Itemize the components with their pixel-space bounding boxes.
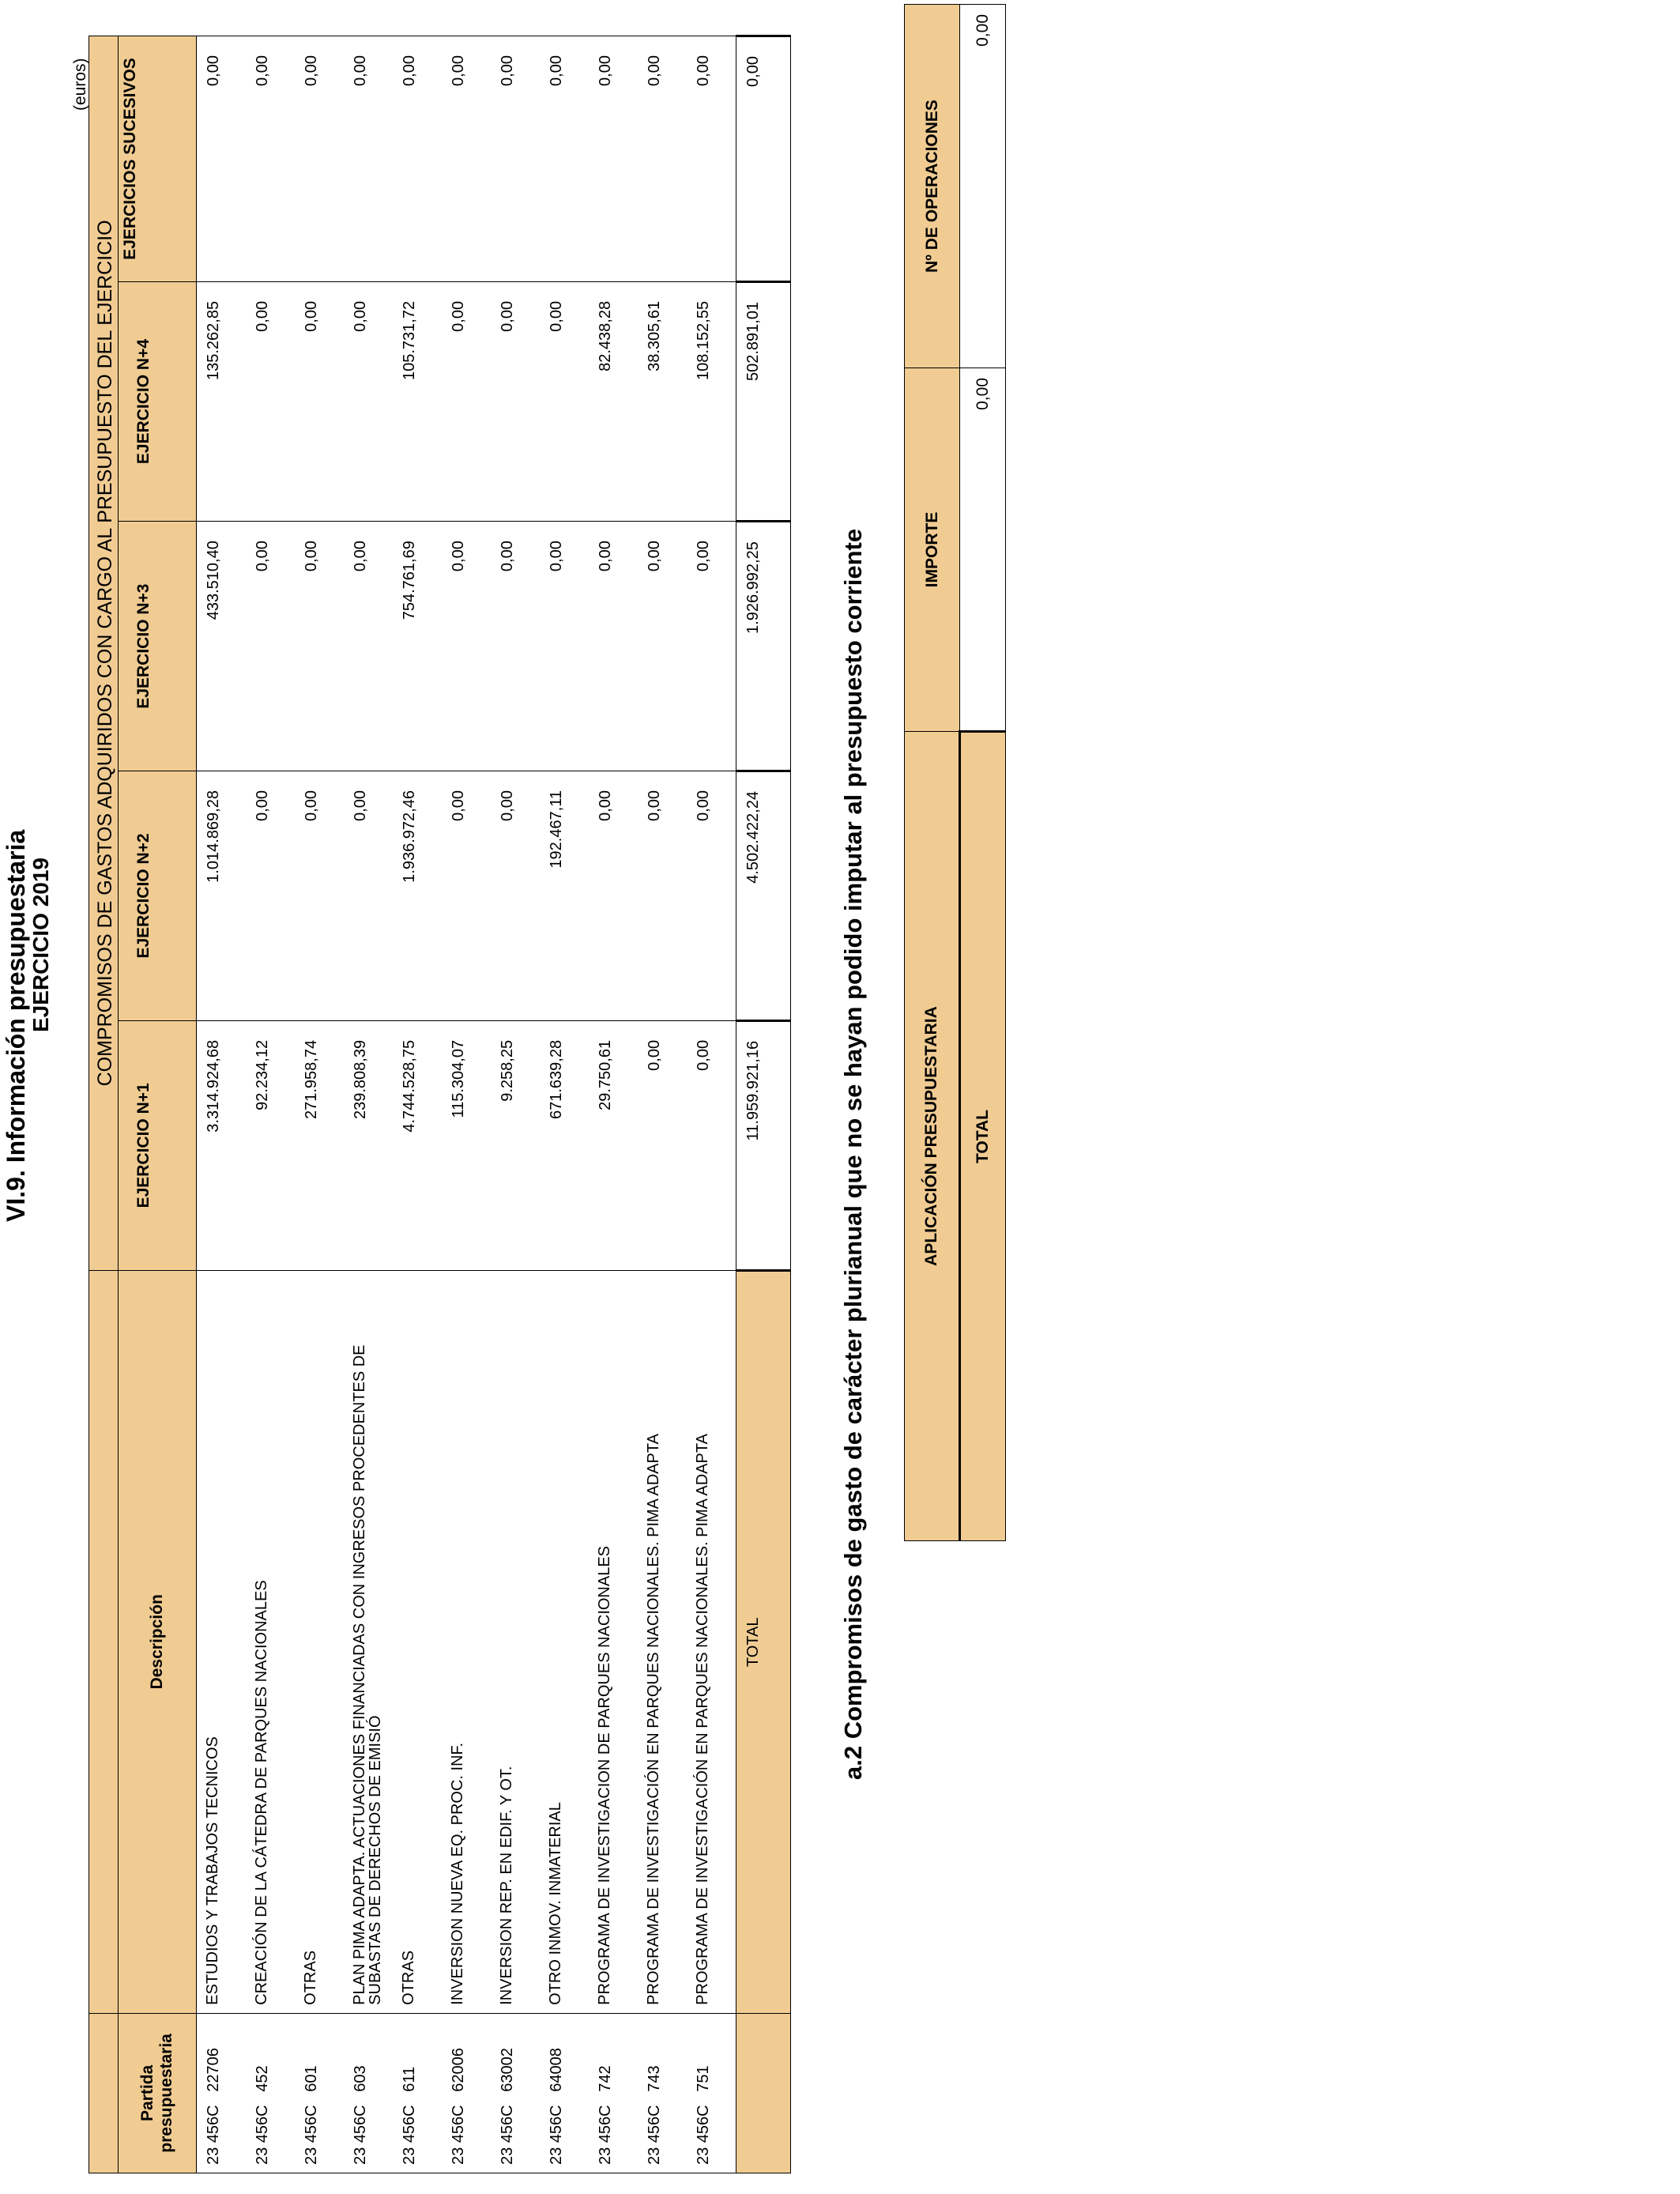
a2-total-row	[960, 5, 1006, 1541]
section-a2-heading: a.2 Compromisos de gasto de carácter plurianual que no se hayan podido imputar al presupuesto corriente	[839, 528, 867, 1780]
page-title: VI.9. Información presupuestaria	[2, 829, 30, 1222]
total-n1: 11.959.921,16	[736, 1020, 791, 1270]
cell-sucesivos: 0,00	[344, 36, 393, 282]
col-header-n3: EJERCICIO N+3	[119, 522, 197, 771]
cell-partida: 23 456C 452	[246, 2013, 295, 2173]
cell-partida: 23 456C 751	[687, 2013, 736, 2173]
cell-n1: 92.234,12	[246, 1020, 295, 1270]
cell-n2: 0,00	[687, 771, 736, 1021]
table-row	[442, 36, 491, 2173]
cell-n4: 0,00	[491, 281, 540, 521]
cell-n4: 0,00	[540, 281, 589, 521]
cell-n1: 9.258,25	[491, 1020, 540, 1270]
table-row	[295, 36, 344, 2173]
cell-descripcion: OTRAS	[393, 1270, 442, 2013]
cell-partida: 23 456C 63002	[491, 2013, 540, 2173]
table-row	[246, 36, 295, 2173]
cell-sucesivos: 0,00	[638, 36, 687, 282]
cell-sucesivos: 0,00	[540, 36, 589, 282]
cell-descripcion: OTRAS	[295, 1270, 344, 2013]
cell-descripcion: INVERSION REP. EN EDIF. Y OT.	[491, 1270, 540, 2013]
col-header-descripcion: Descripción	[119, 1270, 197, 2013]
cell-n4: 0,00	[442, 281, 491, 521]
a2-table	[904, 4, 1006, 1541]
cell-n2: 1.936.972,46	[393, 771, 442, 1021]
cell-partida: 23 456C 22706	[197, 2013, 247, 2173]
cell-descripcion: PLAN PIMA ADAPTA. ACTUACIONES FINANCIADAS CON INGRESOS PROCEDENTES DE SUBASTAS DE DERECHOS DE EMISIÓ	[344, 1270, 393, 2013]
cell-sucesivos: 0,00	[687, 36, 736, 282]
a2-total-label: TOTAL	[960, 732, 1006, 1541]
cell-n4: 108.152,55	[687, 281, 736, 521]
cell-n1: 239.808,39	[344, 1020, 393, 1270]
cell-n2: 0,00	[638, 771, 687, 1021]
cell-n2: 1.014.869,28	[197, 771, 247, 1021]
cell-n3: 0,00	[344, 522, 393, 771]
cell-n3: 0,00	[589, 522, 638, 771]
cell-partida: 23 456C 64008	[540, 2013, 589, 2173]
cell-n1: 4.744.528,75	[393, 1020, 442, 1270]
cell-n3: 433.510,40	[197, 522, 247, 771]
cell-n2: 0,00	[246, 771, 295, 1021]
cell-n3: 0,00	[687, 522, 736, 771]
cell-sucesivos: 0,00	[295, 36, 344, 282]
col-header-importe: IMPORTE	[905, 368, 960, 732]
col-header-sucesivos: EJERCICIOS SUCESIVOS	[119, 36, 197, 282]
cell-n1: 29.750,61	[589, 1020, 638, 1270]
cell-sucesivos: 0,00	[589, 36, 638, 282]
table-row	[491, 36, 540, 2173]
cell-descripcion: INVERSION NUEVA EQ. PROC. INF.	[442, 1270, 491, 2013]
cell-partida: 23 456C 603	[344, 2013, 393, 2173]
cell-sucesivos: 0,00	[442, 36, 491, 282]
cell-partida: 23 456C 601	[295, 2013, 344, 2173]
cell-n1: 271.958,74	[295, 1020, 344, 1270]
commitments-table	[89, 35, 791, 2173]
cell-n4: 135.262,85	[197, 281, 247, 521]
total-sucesivos: 0,00	[736, 36, 791, 282]
table-row	[344, 36, 393, 2173]
cell-partida: 23 456C 742	[589, 2013, 638, 2173]
cell-n4: 38.305,61	[638, 281, 687, 521]
cell-descripcion: CREACIÓN DE LA CÁTEDRA DE PARQUES NACIONALES	[246, 1270, 295, 2013]
cell-n2: 0,00	[491, 771, 540, 1021]
table-row	[393, 36, 442, 2173]
cell-descripcion: PROGRAMA DE INVESTIGACIÓN EN PARQUES NACIONALES. PIMA ADAPTA	[638, 1270, 687, 2013]
cell-n2: 0,00	[344, 771, 393, 1021]
col-header-n1: EJERCICIO N+1	[119, 1020, 197, 1270]
cell-n1: 671.639,28	[540, 1020, 589, 1270]
col-header-n4: EJERCICIO N+4	[119, 281, 197, 521]
cell-n4: 0,00	[344, 281, 393, 521]
commitments-main-header: COMPROMISOS DE GASTOS ADQUIRIDOS CON CARGO AL PRESUPUESTO DEL EJERCICIO	[89, 36, 119, 1271]
cell-n1: 3.314.924,68	[197, 1020, 247, 1270]
total-n3: 1.926.992,25	[736, 522, 791, 771]
cell-n2: 0,00	[295, 771, 344, 1021]
cell-n1: 0,00	[687, 1020, 736, 1270]
cell-sucesivos: 0,00	[246, 36, 295, 282]
page-subtitle: EJERCICIO 2019	[28, 858, 53, 1032]
cell-n3: 0,00	[246, 522, 295, 771]
col-header-operaciones: Nº DE OPERACIONES	[905, 5, 960, 368]
total-spacer	[736, 2013, 791, 2173]
cell-n2: 192.467,11	[540, 771, 589, 1021]
header-spacer	[89, 1270, 119, 2013]
col-header-partida: Partida presupuestaria	[119, 2013, 197, 2173]
cell-descripcion: OTRO INMOV. INMATERIAL	[540, 1270, 589, 2013]
cell-n3: 754.761,69	[393, 522, 442, 771]
units-label: (euros)	[71, 58, 89, 111]
total-row	[736, 36, 791, 2173]
cell-descripcion: PROGRAMA DE INVESTIGACION DE PARQUES NACIONALES	[589, 1270, 638, 2013]
a2-total-operaciones: 0,00	[960, 5, 1006, 368]
total-label: TOTAL	[736, 1270, 791, 2013]
total-n2: 4.502.422,24	[736, 771, 791, 1021]
cell-n2: 0,00	[442, 771, 491, 1021]
cell-n4: 0,00	[246, 281, 295, 521]
cell-partida: 23 456C 611	[393, 2013, 442, 2173]
cell-n3: 0,00	[638, 522, 687, 771]
table-row	[589, 36, 638, 2173]
cell-sucesivos: 0,00	[393, 36, 442, 282]
cell-n3: 0,00	[540, 522, 589, 771]
cell-descripcion: PROGRAMA DE INVESTIGACIÓN EN PARQUES NACIONALES. PIMA ADAPTA	[687, 1270, 736, 2013]
cell-descripcion: ESTUDIOS Y TRABAJOS TECNICOS	[197, 1270, 247, 2013]
table-row	[638, 36, 687, 2173]
cell-n3: 0,00	[491, 522, 540, 771]
table-row	[540, 36, 589, 2173]
cell-n2: 0,00	[589, 771, 638, 1021]
cell-n4: 105.731,72	[393, 281, 442, 521]
cell-n1: 0,00	[638, 1020, 687, 1270]
col-header-n2: EJERCICIO N+2	[119, 771, 197, 1021]
total-n4: 502.891,01	[736, 281, 791, 521]
cell-partida: 23 456C 743	[638, 2013, 687, 2173]
col-header-aplicacion: APLICACIÓN PRESUPUESTARIA	[905, 732, 960, 1541]
cell-n4: 82.438,28	[589, 281, 638, 521]
cell-n4: 0,00	[295, 281, 344, 521]
header-spacer	[89, 2013, 119, 2173]
cell-n3: 0,00	[295, 522, 344, 771]
cell-n3: 0,00	[442, 522, 491, 771]
table-row	[197, 36, 247, 2173]
cell-partida: 23 456C 62006	[442, 2013, 491, 2173]
a2-total-importe: 0,00	[960, 368, 1006, 732]
cell-sucesivos: 0,00	[491, 36, 540, 282]
cell-n1: 115.304,07	[442, 1020, 491, 1270]
table-row	[687, 36, 736, 2173]
cell-sucesivos: 0,00	[197, 36, 247, 282]
